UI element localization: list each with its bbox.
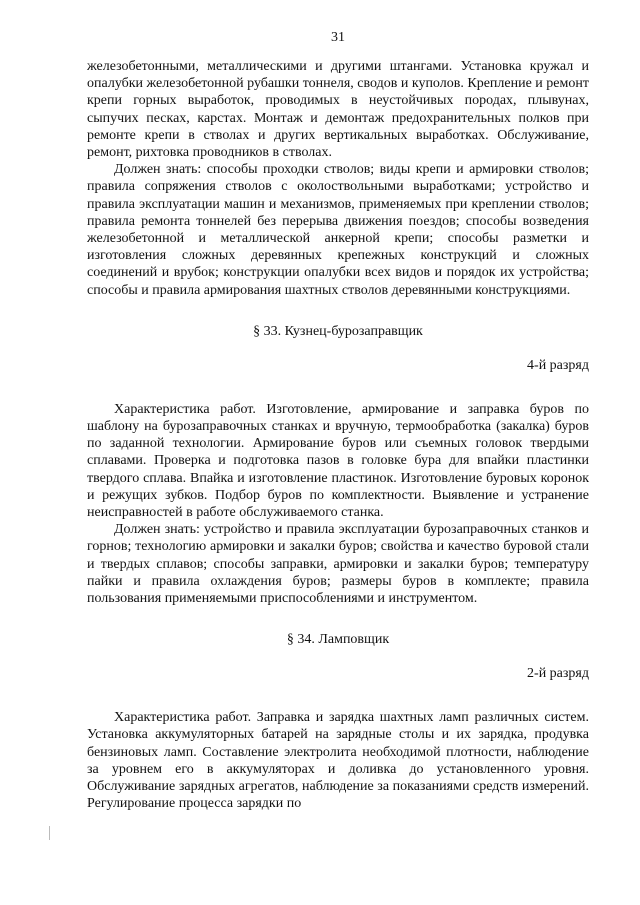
section-grade: 2-й разряд xyxy=(527,666,589,682)
intro-block xyxy=(87,58,589,299)
intro-paragraph-2: Должен знать: способы проходки стволов; виды крепи и армировки стволов; правила сопряжения стволов с околоствольными выработками; устройство и правила эксплуатации машин и механизмов, применяемых при креплении стволов; правила ремонта тоннелей без перерыва движения поездов; способы возведения железобетонной и металлической анкерной крепи; способы разметки и изготовления сложных деревянных крепежных конструкций и сложных соединений и врубок; конструкции опалубки всех видов и порядок их устройства; способы и правила армирования шахтных стволов деревянными конструкциями. xyxy=(87,162,589,298)
intro-paragraph-1: железобетонными, металлическими и другими штангами. Установка кружал и опалубки железобетонной рубашки тоннеля, сводов и куполов. Крепление и ремонт крепи горных выработок, проводимых в неустойчивых породах, плывунах, сыпучих песках, карстах. Монтаж и демонтаж предохранительных полков при ремонте крепи в стволах и других вертикальных выработках. Обслуживание, ремонт, рихтовка проводников в стволах. xyxy=(87,59,589,161)
margin-mark xyxy=(49,826,50,840)
section-34-paragraph-1: Характеристика работ. Заправка и зарядка шахтных ламп различных систем. Установка аккумуляторных батарей на зарядные столы и их зарядка, продувка бензиновых ламп. Составление электролита необходимой плотности, наблюдение за уровнем его в аккумуляторах и доливка до установленного уровня. Обслуживание зарядных агрегатов, наблюдение за показаниями средств измерений. Регулирование процесса зарядки по xyxy=(87,710,589,812)
section-33 xyxy=(87,323,589,607)
section-34 xyxy=(87,631,589,812)
section-33-paragraph-1: Характеристика работ. Изготовление, армирование и заправка буров по шаблону на бурозаправочных станках и вручную, термообработка (закалка) буров по заданной технологии. Армирование буров или съемных головок твердыми сплавами. Проверка и подготовка пазов в головке бура для впайки пластинки твердого сплава. Впайка и изготовление пластинок. Изготовление буровых коронок и режущих зубков. Подбор буров по комплектности. Выявление и устранение неисправностей в работе обслуживаемого станка. xyxy=(87,401,589,521)
page-number: 31 xyxy=(331,30,345,45)
section-title: § 34. Ламповщик xyxy=(286,632,390,648)
section-grade: 4-й разряд xyxy=(527,357,589,373)
section-33-paragraph-2: Должен знать: устройство и правила эксплуатации бурозаправочных станков и горнов; технологию армировки и закалки буров; свойства и качество буровой стали и твердых сплавов; способы заправки, армировки и закалки буров; температуру пайки и правила охлаждения буров; размеры буров в комплекте; правила пользования применяемыми приспособлениями и инструментом. xyxy=(87,522,589,607)
section-title: § 33. Кузнец-бурозаправщик xyxy=(253,323,423,339)
document-page xyxy=(87,30,589,813)
